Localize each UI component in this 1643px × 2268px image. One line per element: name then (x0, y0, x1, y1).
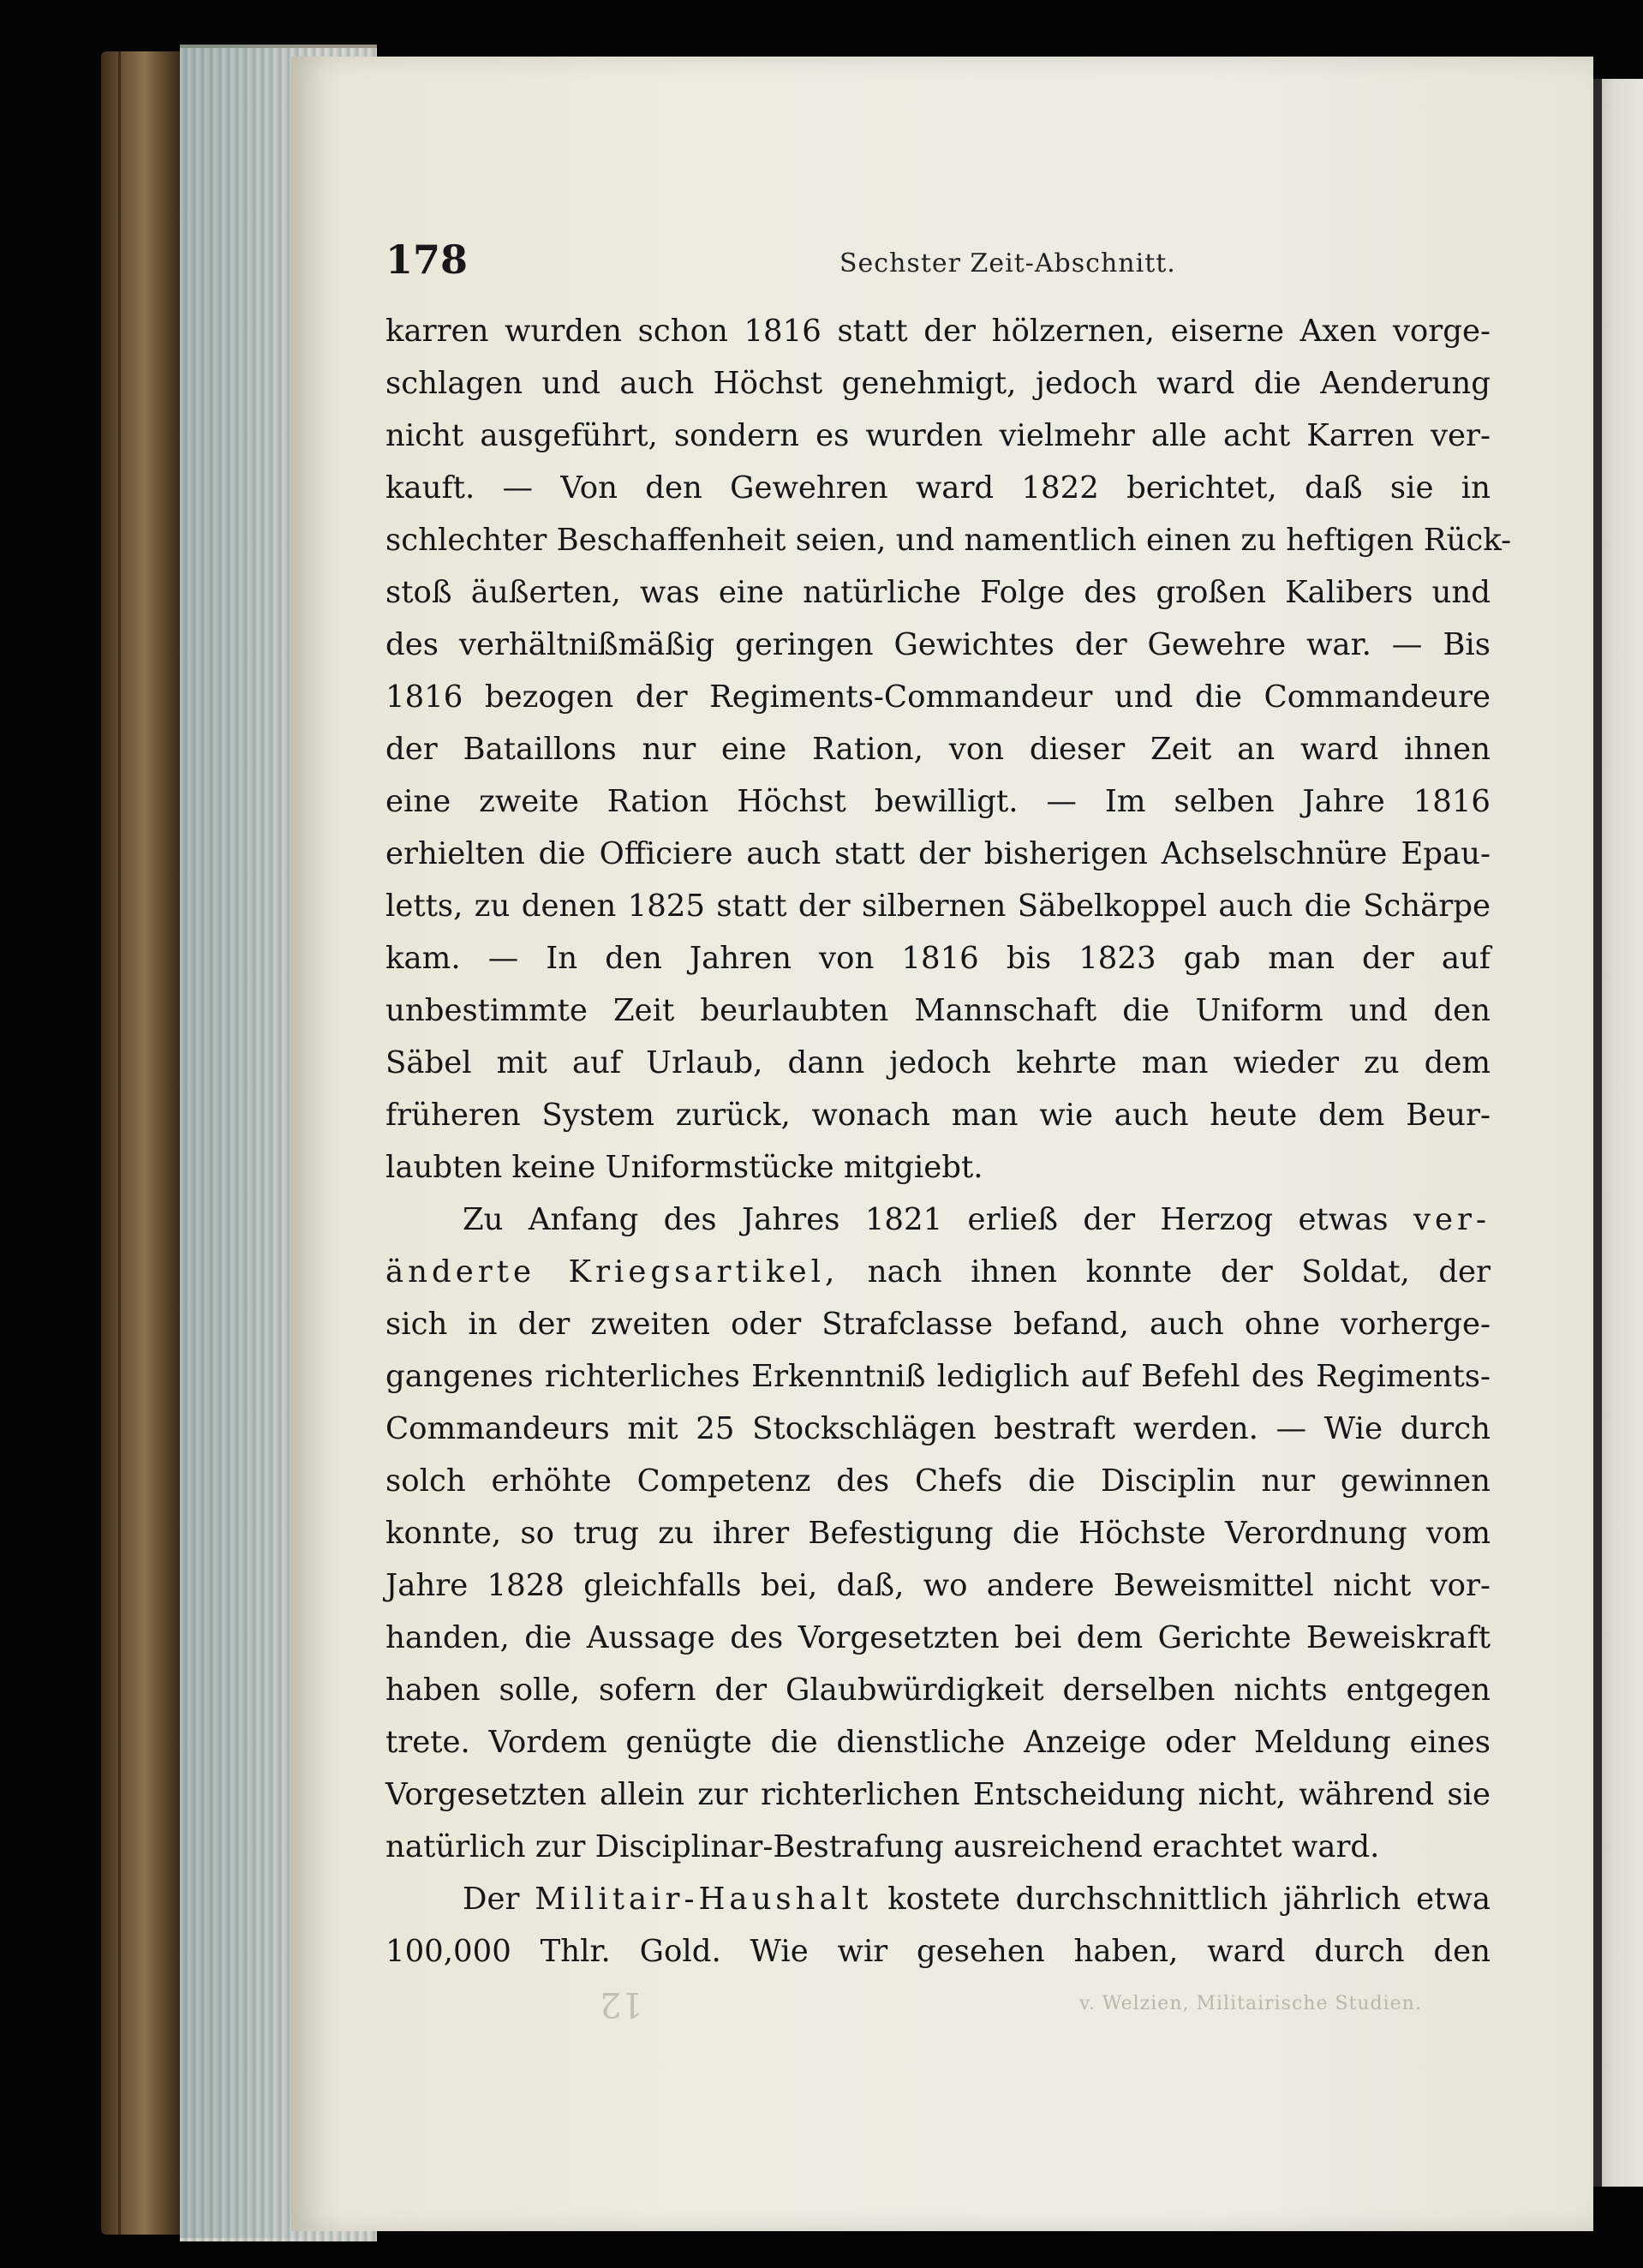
text-line: kauft. — Von den Gewehren ward 1822 berichtet, daß sie in (385, 470, 1491, 506)
text-run: kostete durchschnittlich jährlich etwa (872, 1882, 1491, 1917)
text-line: Jahre 1828 gleichfalls bei, daß, wo andere Beweismittel nicht vor- (385, 1568, 1491, 1603)
text-line: Vorgesetzten allein zur richterlichen Entscheidung nicht, während sie (385, 1777, 1491, 1812)
text-line: solch erhöhte Competenz des Chefs die Disciplin nur gewinnen (385, 1463, 1491, 1499)
paragraph-2-line-2 (385, 1246, 1491, 1298)
text-line: trete. Vordem genügte die dienstliche Anzeige oder Meldung eines (385, 1725, 1491, 1760)
text-line: unbestimmte Zeit beurlaubten Mannschaft die Uniform und den (385, 993, 1491, 1028)
text-run: Zu Anfang des Jahres 1821 erließ der Herzog etwas (463, 1202, 1413, 1237)
emphasis-spaced: änderte Kriegsartikel, (385, 1254, 839, 1290)
emphasis-spaced: ver- (1413, 1202, 1491, 1237)
text-line: karren wurden schon 1816 statt der hölzernen, eiserne Axen vorge- (385, 314, 1491, 349)
text-line: erhielten die Officiere auch statt der bisherigen Achselschnüre Epau- (385, 836, 1491, 871)
text-line: handen, die Aussage des Vorgesetzten bei dem Gerichte Beweiskraft (385, 1620, 1491, 1655)
text-line: laubten keine Uniformstücke mitgiebt. (385, 1150, 983, 1185)
text-line: haben solle, sofern der Glaubwürdigkeit derselben nichts entgegen (385, 1673, 1491, 1708)
body-text (385, 305, 1512, 1978)
text-line: der Bataillons nur eine Ration, von dieser Zeit an ward ihnen (385, 732, 1491, 767)
emphasis-spaced: Militair-Haushalt (535, 1882, 873, 1917)
text-line: 1816 bezogen der Regiments-Commandeur und die Commandeure (385, 679, 1491, 715)
page-number: 178 (385, 236, 469, 283)
text-line: stoß äußerten, was eine natürliche Folge des großen Kalibers und (385, 575, 1491, 610)
text-line: eine zweite Ration Höchst bewilligt. — Im selben Jahre 1816 (385, 784, 1491, 819)
text-line: nicht ausgeführt, sondern es wurden vielmehr alle acht Karren ver- (385, 418, 1491, 453)
paragraph-3-line-1 (385, 1873, 1491, 1925)
text-line: 100,000 Thlr. Gold. Wie wir gesehen haben, ward durch den (385, 1934, 1491, 1969)
running-title: Sechster Zeit-Abschnitt. (839, 248, 1176, 278)
text-line: Säbel mit auf Urlaub, dann jedoch kehrte man wieder zu dem (385, 1045, 1491, 1080)
text-line: schlagen und auch Höchst genehmigt, jedoch ward die Aenderung (385, 366, 1491, 401)
text-run: nach ihnen konnte der Soldat, der (839, 1254, 1491, 1290)
book-spine (101, 51, 180, 2235)
signature-mark: 12 (600, 1984, 643, 2024)
text-run: Der (463, 1882, 535, 1917)
text-line: sich in der zweiten oder Strafclasse befand, auch ohne vorherge- (385, 1307, 1491, 1342)
page-header (385, 236, 1491, 288)
text-line: des verhältnißmäßig geringen Gewichtes der Gewehre war. — Bis (385, 627, 1491, 662)
text-line: Commandeurs mit 25 Stockschlägen bestraft werden. — Wie durch (385, 1411, 1491, 1446)
facing-page-edge (1593, 79, 1643, 2187)
text-line: schlechter Beschaffenheit seien, und namentlich einen zu heftigen Rück- (385, 523, 1512, 558)
text-line: konnte, so trug zu ihrer Befestigung die Höchste Verordnung vom (385, 1516, 1491, 1551)
paragraph-2-line-1 (385, 1194, 1491, 1246)
text-line: früheren System zurück, wonach man wie auch heute dem Beur- (385, 1098, 1491, 1133)
text-line: letts, zu denen 1825 statt der silbernen Säbelkoppel auch die Schärpe (385, 889, 1491, 924)
text-line: gangenes richterliches Erkenntniß lediglich auf Befehl des Regiments- (385, 1359, 1491, 1394)
printer-imprint: v. Welzien, Militairische Studien. (1079, 1993, 1422, 2014)
text-line: natürlich zur Disciplinar-Bestrafung ausreichend erachtet ward. (385, 1829, 1380, 1864)
text-line: kam. — In den Jahren von 1816 bis 1823 gab man der auf (385, 941, 1491, 976)
